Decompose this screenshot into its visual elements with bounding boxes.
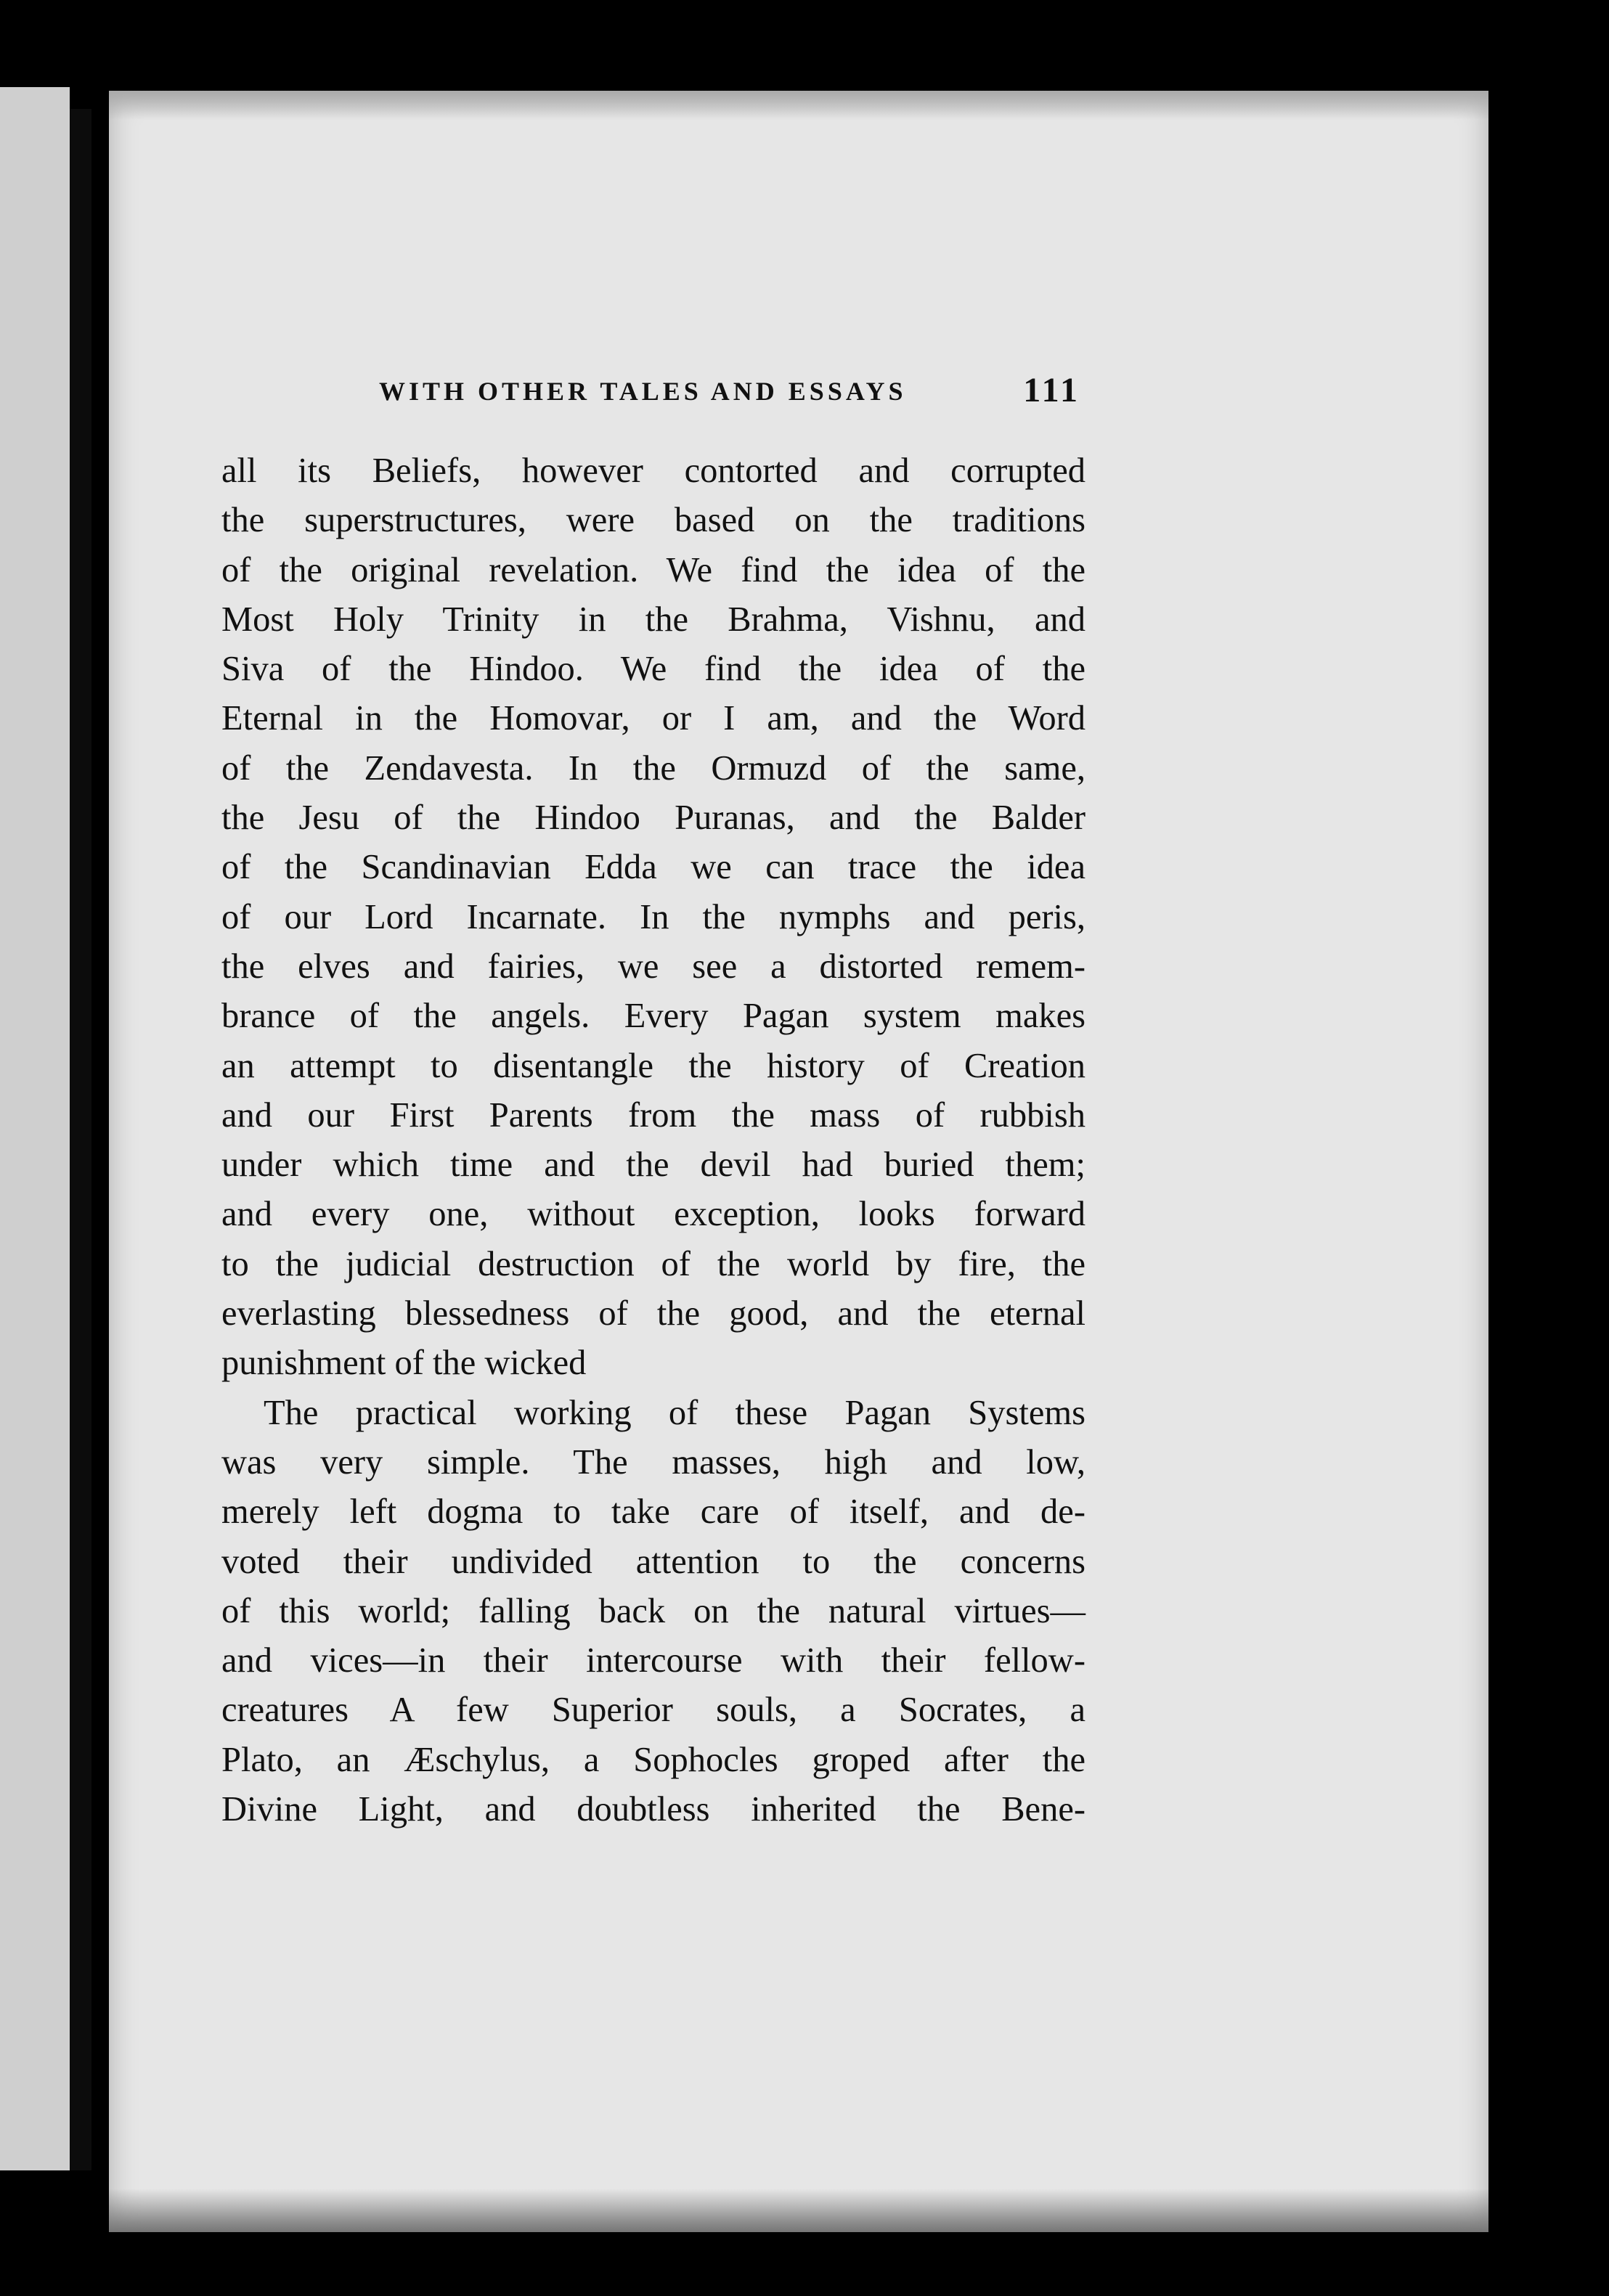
text-line: of the Scandinavian Edda we can trace the idea (221, 848, 1085, 887)
text-line: the superstructures, were based on the traditions (221, 501, 1085, 540)
text-line: merely left dogma to take care of itself, and de- (221, 1492, 1085, 1532)
text-line: and vices—in their intercourse with their fellow- (221, 1641, 1085, 1680)
running-head: WITH OTHER TALES AND ESSAYS (379, 377, 907, 406)
text-line: voted their undivided attention to the concerns (221, 1542, 1085, 1581)
text-line: brance of the angels. Every Pagan system makes (221, 997, 1085, 1036)
text-line: punishment of the wicked (221, 1344, 587, 1383)
text-line: an attempt to disentangle the history of Creation (221, 1046, 1085, 1085)
page-number: 111 (1023, 371, 1080, 409)
text-line: of this world; falling back on the natural virtues— (221, 1591, 1085, 1630)
book-gutter (70, 109, 91, 2170)
paragraph-1 (221, 446, 1085, 1389)
text-line: and every one, without exception, looks forward (221, 1195, 1085, 1234)
text-line: of the Zendavesta. In the Ormuzd of the same, (221, 748, 1085, 788)
text-line: the elves and fairies, we see a distorted remem- (221, 947, 1085, 986)
text-line: under which time and the devil had buried them; (221, 1145, 1085, 1185)
text-line: Divine Light, and doubtless inherited the Bene- (221, 1790, 1085, 1829)
page-header (270, 370, 1080, 414)
text-line: Siva of the Hindoo. We find the idea of the (221, 650, 1085, 689)
text-line: Plato, an Æschylus, a Sophocles groped after the (221, 1740, 1085, 1779)
text-line: creatures A few Superior souls, a Socrates, a (221, 1691, 1085, 1730)
text-line: of our Lord Incarnate. In the nymphs and peris, (221, 897, 1085, 936)
text-line: all its Beliefs, however contorted and corrupted (221, 452, 1085, 490)
text-line: Eternal in the Homovar, or I am, and the Word (221, 699, 1085, 738)
body-text (221, 446, 1085, 1834)
text-line: the Jesu of the Hindoo Puranas, and the Balder (221, 798, 1085, 838)
paragraph-2 (221, 1389, 1085, 1835)
text-line: of the original revelation. We find the idea of the (221, 550, 1085, 589)
text-line: everlasting blessedness of the good, and the eternal (221, 1294, 1085, 1333)
text-line: was very simple. The masses, high and low, (221, 1442, 1085, 1482)
text-line: Most Holy Trinity in the Brahma, Vishnu, and (221, 600, 1085, 639)
facing-page-edge (0, 87, 70, 2170)
text-line: The practical working of these Pagan Systems (264, 1393, 1085, 1432)
text-line: to the judicial destruction of the world by fire, the (221, 1244, 1085, 1283)
text-line: and our First Parents from the mass of rubbish (221, 1095, 1085, 1135)
